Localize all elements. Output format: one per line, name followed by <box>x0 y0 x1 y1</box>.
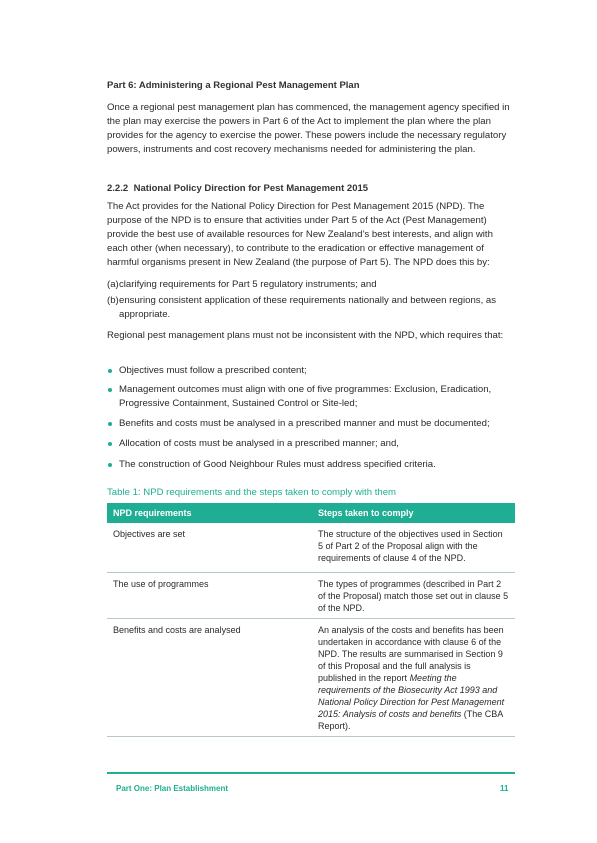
section-heading <box>107 183 368 194</box>
table-cell-text: (The CBA Report). <box>318 709 503 731</box>
bullet-text: Benefits and costs must be analysed in a prescribed manner and must be documented; <box>119 418 490 429</box>
npd-table <box>107 503 515 737</box>
section-number: 2.2.2 <box>107 183 129 194</box>
part6-paragraph: Once a regional pest management plan has commenced, the management agency specified in the plan may exercise the powers in Part 6 of the Act to implement the plan where the plan provides for the agency to exercise the power. These powers include the necessary regulatory powers, instruments and cost recovery mechanisms needed for administering the plan. <box>107 102 510 155</box>
report-title: Meeting the requirements of the Biosecurity Act 1993 and National Policy Direction for Pest Management 2015: Analysis of costs and benefits <box>318 673 505 719</box>
bullet-dot-icon <box>108 442 112 446</box>
bullet-dot-icon <box>108 369 112 373</box>
list-text: ensuring consistent application of these requirements nationally and between regions, as appropriate. <box>119 295 497 320</box>
table-cell: The structure of the objectives used in Section 5 of Part 2 of the Proposal align with the requirements of clause 4 of the NPD. <box>312 523 515 573</box>
section-paragraph: The Act provides for the National Policy Direction for Pest Management 2015 (NPD). The purpose of the NPD is to ensure that activities under Part 5 of the Act (Pest Management) provide the best use of available resources for New Zealand’s best interests, and align with each other (when necessary), to contribute to the eradication or effective management of harmful organisms present in New Zealand (the purpose of Part 5). The NPD does this by: <box>107 201 493 268</box>
table-row <box>107 523 515 573</box>
section-paragraph-2: Regional pest management plans must not be inconsistent with the NPD, which requires that: <box>107 330 504 341</box>
bullet-item <box>107 417 515 431</box>
bullet-item <box>107 383 515 411</box>
section-title: National Policy Direction for Pest Management 2015 <box>133 183 369 194</box>
table-cell: Benefits and costs are analysed <box>107 619 312 737</box>
table-row <box>107 573 515 619</box>
list-text: clarifying requirements for Part 5 regulatory instruments; and <box>119 279 377 290</box>
bullet-text: Objectives must follow a prescribed content; <box>119 365 307 376</box>
table-cell-text: An analysis of the costs and benefits has been undertaken in accordance with clause 6 of the NPD. The results are summarised in Section 9 of this Proposal and the full analysis is published in the report <box>318 625 504 683</box>
bullet-dot-icon <box>108 422 112 426</box>
list-item <box>107 294 515 322</box>
table-header-cell: NPD requirements <box>107 503 312 523</box>
table-cell <box>312 619 515 737</box>
bullet-text: The construction of Good Neighbour Rules must address specified criteria. <box>119 459 436 470</box>
table-caption: Table 1: NPD requirements and the steps taken to comply with them <box>107 487 397 498</box>
table-row <box>107 619 515 737</box>
table-cell: The use of programmes <box>107 573 312 619</box>
table-header-row <box>107 503 515 523</box>
list-marker: (a) <box>107 279 119 290</box>
bullet-dot-icon <box>108 388 112 392</box>
footer-divider <box>107 772 515 774</box>
list-marker: (b) <box>107 295 119 306</box>
bullet-item <box>107 437 515 451</box>
page-number: 11 <box>500 784 509 793</box>
bullet-item <box>107 364 515 378</box>
table-header-cell: Steps taken to comply <box>312 503 515 523</box>
footer-section-label: Part One: Plan Establishment <box>116 784 229 793</box>
list-item <box>107 278 515 292</box>
table-cell: Objectives are set <box>107 523 312 573</box>
part6-heading: Part 6: Administering a Regional Pest Management Plan <box>107 80 360 91</box>
bullet-text: Management outcomes must align with one of five programmes: Exclusion, Eradication, Progressive Containment, Sustained Control or Site-led; <box>119 384 492 409</box>
bullet-dot-icon <box>108 463 112 467</box>
bullet-text: Allocation of costs must be analysed in a prescribed manner; and, <box>119 438 399 449</box>
bullet-item <box>107 458 515 472</box>
table-cell: The types of programmes (described in Part 2 of the Proposal) match those set out in clause 5 of the NPD. <box>312 573 515 619</box>
